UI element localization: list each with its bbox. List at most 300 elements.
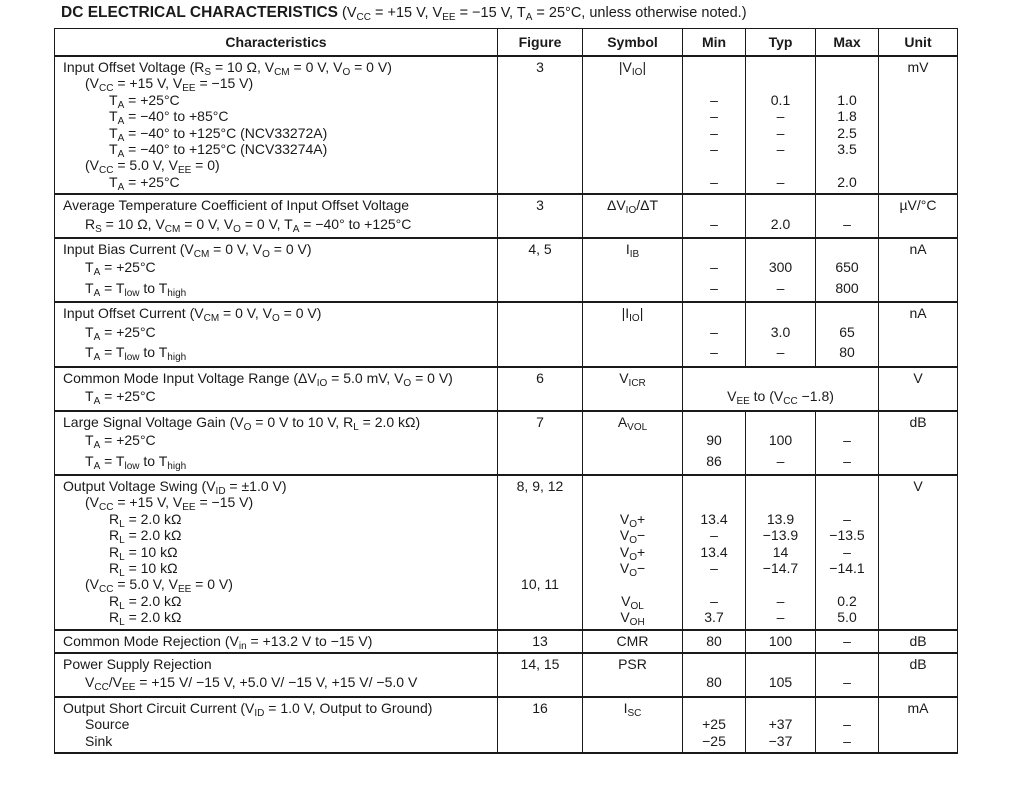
max-value: –	[843, 510, 851, 527]
max-value: –	[843, 732, 851, 749]
range-spacer	[683, 370, 878, 386]
typ-value	[746, 656, 815, 672]
symbol-value: PSR	[618, 655, 647, 672]
characteristic-cell	[55, 697, 498, 753]
condition-label: ($V_{CC} = +15$ V, $V_{EE} = -15$ V)	[85, 494, 254, 514]
typ-cell	[746, 238, 816, 302]
unit-value: V	[913, 369, 923, 386]
symbol-value	[583, 214, 682, 235]
max-value	[816, 478, 878, 494]
condition-label: ($V_{CC} = 5.0$ V, $V_{EE} = 0$ V)	[85, 576, 233, 596]
unit-cell	[879, 411, 958, 475]
typ-value	[746, 59, 815, 75]
unit-value	[879, 451, 957, 472]
parameter-name: Input Offset Current ($V_{CM} = 0$ V, $V_O = 0$ V)	[63, 305, 322, 325]
figure-value	[498, 716, 582, 732]
typ-value	[746, 700, 815, 716]
figure-value: 7	[536, 413, 544, 430]
condition-label: $T_A = +25^\circ C$	[85, 388, 156, 408]
min-value	[683, 414, 745, 430]
typ-cell	[746, 56, 816, 194]
unit-cell	[879, 630, 958, 653]
figure-value	[498, 322, 582, 343]
symbol-value: $V_O-$	[619, 560, 646, 580]
unit-value: mA	[907, 699, 929, 716]
min-value: +25	[702, 716, 726, 733]
unit-value	[879, 108, 957, 124]
max-value	[816, 414, 878, 430]
figure-value: 10, 11	[521, 576, 559, 593]
typ-value: 100	[768, 632, 793, 649]
min-value: –	[710, 124, 718, 141]
title-bold: DC ELECTRICAL CHARACTERISTICS	[61, 4, 338, 21]
unit-value	[879, 609, 957, 625]
min-cell	[683, 630, 746, 653]
figure-value: 14, 15	[520, 655, 560, 672]
max-value: −13.5	[829, 527, 865, 544]
header-max: Max	[816, 29, 879, 57]
typ-value	[746, 414, 815, 430]
figure-value	[498, 560, 582, 576]
typ-value	[746, 241, 815, 257]
unit-cell	[879, 653, 958, 697]
symbol-value	[583, 174, 682, 190]
typ-value: –	[776, 452, 785, 469]
unit-value: nA	[909, 241, 927, 258]
min-value: –	[710, 344, 718, 361]
min-value	[683, 700, 745, 716]
condition-label: Sink	[85, 732, 113, 749]
symbol-value: $V_{OL}$	[621, 592, 644, 612]
figure-value	[498, 174, 582, 190]
max-cell	[816, 194, 879, 238]
max-value: –	[843, 632, 851, 649]
typ-value: 105	[768, 674, 793, 691]
min-value: 80	[706, 632, 722, 649]
max-value: 0.2	[837, 592, 857, 609]
min-value: –	[710, 592, 718, 609]
max-value	[816, 305, 878, 321]
unit-value: dB	[909, 632, 927, 649]
table-row	[55, 302, 958, 366]
unit-value: dB	[909, 655, 927, 672]
max-value: –	[843, 543, 851, 560]
typ-value: 13.9	[766, 510, 795, 527]
condition-label: $T_A = T_{low}$ to $T_{high}$	[85, 279, 187, 299]
figure-value	[498, 141, 582, 157]
unit-value	[879, 92, 957, 108]
typ-value: 100	[768, 432, 793, 449]
typ-value: 300	[768, 259, 793, 276]
typ-cell	[746, 302, 816, 366]
typ-value: –	[776, 173, 785, 190]
characteristic-cell	[55, 653, 498, 697]
unit-value: V	[913, 478, 923, 495]
unit-value	[879, 141, 957, 157]
figure-value	[498, 214, 582, 235]
symbol-cell	[583, 630, 683, 653]
table-row	[55, 475, 958, 630]
typ-value: –	[776, 609, 785, 626]
min-value: 3.7	[704, 609, 724, 626]
unit-value	[879, 672, 957, 693]
figure-cell	[498, 475, 583, 630]
figure-value: 3	[536, 59, 544, 75]
unit-value: nA	[909, 305, 927, 322]
max-cell	[816, 302, 879, 366]
min-value: –	[710, 259, 718, 276]
symbol-value	[583, 141, 682, 157]
table-row	[55, 367, 958, 411]
figure-value	[498, 511, 582, 527]
parameter-name: Common Mode Rejection ($V_{in} = +13.2$ V to −15 V)	[63, 632, 373, 652]
unit-value	[879, 560, 957, 576]
unit-value	[879, 593, 957, 609]
typ-value: −14.7	[762, 560, 799, 577]
symbol-value: $|I_{IO}|$	[621, 305, 644, 325]
symbol-value: $|V_{IO}|$	[618, 59, 647, 78]
symbol-cell	[583, 697, 683, 753]
figure-cell	[498, 367, 583, 411]
figure-value: 13	[532, 632, 548, 649]
unit-cell	[879, 194, 958, 238]
typ-value: 14	[772, 543, 789, 560]
min-value	[683, 59, 745, 75]
table-row	[55, 697, 958, 753]
figure-value	[498, 494, 582, 510]
condition-label: $T_A = T_{low}$ to $T_{high}$	[85, 452, 187, 472]
min-value: 13.4	[700, 543, 728, 560]
symbol-value: $V_O+$	[619, 543, 646, 563]
unit-value	[879, 430, 957, 451]
symbol-value	[583, 125, 682, 141]
max-cell	[816, 697, 879, 753]
parameter-name: Power Supply Rejection	[63, 655, 212, 672]
table-row	[55, 56, 958, 194]
characteristic-cell	[55, 367, 498, 411]
condition-label: $V_{CC}/V_{EE} = +15$ V/ −15 V, +5.0 V/ −15 V, +15 V/ −5.0 V	[85, 674, 418, 694]
min-value	[683, 75, 745, 91]
condition-label: $R_L = 10$ kΩ	[109, 560, 178, 580]
unit-value	[879, 544, 957, 560]
parameter-name: Input Bias Current ($V_{CM} = 0$ V, $V_O = 0$ V)	[63, 241, 312, 261]
unit-value	[879, 75, 957, 91]
min-value	[683, 494, 745, 510]
max-value: 80	[839, 344, 855, 361]
symbol-value: $V_O+$	[619, 510, 646, 530]
parameter-name: Input Offset Voltage ($R_S = 10$ Ω, $V_{CM} = 0$ V, $V_O = 0$ V)	[63, 59, 392, 78]
typ-value: −13.9	[762, 527, 799, 544]
symbol-value	[583, 733, 682, 749]
typ-cell	[746, 475, 816, 630]
min-value: –	[710, 215, 718, 232]
min-value	[683, 197, 745, 213]
max-cell	[816, 238, 879, 302]
symbol-value	[583, 386, 682, 407]
figure-value	[498, 92, 582, 108]
unit-value	[879, 527, 957, 543]
max-value: 1.0	[837, 91, 857, 108]
condition-label: $T_A = +25^\circ C$	[109, 91, 180, 111]
min-cell	[683, 697, 746, 753]
max-value	[816, 494, 878, 510]
unit-value	[879, 322, 957, 343]
unit-value	[879, 511, 957, 527]
unit-cell	[879, 302, 958, 366]
condition-label: $R_L = 2.0$ kΩ	[109, 609, 182, 629]
min-value: –	[710, 108, 718, 125]
symbol-value	[583, 430, 682, 451]
unit-value	[879, 386, 957, 407]
typ-value: −37	[768, 732, 793, 749]
typ-value: –	[776, 344, 785, 361]
table-row	[55, 194, 958, 238]
min-value	[683, 241, 745, 257]
max-value	[816, 59, 878, 75]
table-row	[55, 630, 958, 653]
figure-value	[498, 305, 582, 321]
max-value: –	[843, 432, 851, 449]
max-value: 65	[839, 323, 855, 340]
characteristic-cell	[55, 630, 498, 653]
max-value: –	[843, 716, 851, 733]
symbol-value: $V_{OH}$	[620, 609, 645, 629]
max-value: 3.5	[837, 140, 857, 157]
unit-value	[879, 157, 957, 173]
unit-value	[879, 125, 957, 141]
figure-value	[498, 257, 582, 278]
symbol-value	[583, 92, 682, 108]
max-value	[816, 241, 878, 257]
table-row	[55, 411, 958, 475]
symbol-value	[583, 342, 682, 363]
min-value: –	[710, 527, 718, 544]
typ-value	[746, 305, 815, 321]
typ-cell	[746, 630, 816, 653]
figure-value: 16	[532, 699, 548, 716]
unit-value	[879, 342, 957, 363]
header-figure: Figure	[498, 29, 583, 57]
condition-label: ($V_{CC} = 5.0$ V, $V_{EE} = 0$)	[85, 157, 220, 177]
unit-value	[879, 278, 957, 299]
condition-label: $R_L = 2.0$ kΩ	[109, 592, 182, 612]
condition-label: $T_A = +25^\circ C$	[109, 173, 180, 193]
characteristic-cell	[55, 475, 498, 630]
figure-value	[498, 609, 582, 625]
typ-value: +37	[768, 716, 793, 733]
parameter-name: Average Temperature Coefficient of Input Offset Voltage	[63, 197, 410, 214]
figure-value	[498, 386, 582, 407]
unit-value: dB	[909, 413, 927, 430]
figure-value	[498, 733, 582, 749]
max-value	[816, 75, 878, 91]
min-value	[683, 478, 745, 494]
header-characteristics: Characteristics	[55, 29, 498, 57]
min-value: –	[710, 279, 718, 296]
figure-value	[498, 527, 582, 543]
condition-label: $T_A = -40^\circ$ to +125°C (NCV33274A)	[109, 140, 328, 160]
header-min: Min	[683, 29, 746, 57]
min-value: –	[710, 91, 718, 108]
symbol-cell	[583, 56, 683, 194]
max-cell	[816, 411, 879, 475]
unit-value: µV/°C	[899, 197, 937, 214]
typ-cell	[746, 697, 816, 753]
unit-value	[879, 257, 957, 278]
table-body	[55, 56, 958, 753]
min-value	[683, 157, 745, 173]
symbol-cell	[583, 302, 683, 366]
figure-cell	[498, 630, 583, 653]
symbol-cell	[583, 653, 683, 697]
symbol-value	[583, 278, 682, 299]
condition-label: $T_A = +25^\circ C$	[85, 323, 156, 343]
min-cell	[683, 411, 746, 475]
min-value: –	[710, 560, 718, 577]
figure-value	[498, 342, 582, 363]
table-row	[55, 653, 958, 697]
range-value: $V_{EE}$ to $(V_{CC} -1.8)$	[727, 388, 834, 408]
parameter-name: Output Short Circuit Current ($V_{ID} = 1.0$ V, Output to Ground)	[63, 699, 433, 719]
min-cell	[683, 56, 746, 194]
figure-value	[498, 75, 582, 91]
max-value	[816, 656, 878, 672]
range-cell	[683, 367, 879, 411]
condition-label: $T_A = +25^\circ C$	[85, 259, 156, 279]
min-value: –	[710, 173, 718, 190]
parameter-name: Output Voltage Swing ($V_{ID} = \pm 1.0$ V)	[63, 478, 287, 498]
typ-value: –	[776, 592, 785, 609]
figure-value	[498, 108, 582, 124]
max-value: −14.1	[829, 560, 865, 577]
max-value: 650	[835, 259, 859, 276]
unit-cell	[879, 697, 958, 753]
max-value	[816, 700, 878, 716]
characteristic-cell	[55, 411, 498, 475]
symbol-cell	[583, 411, 683, 475]
max-value: 1.8	[837, 108, 857, 125]
unit-value	[879, 214, 957, 235]
typ-cell	[746, 194, 816, 238]
condition-label: $R_S = 10$ Ω, $V_{CM} = 0$ V, $V_O = 0$ V, $T_A = -40^\circ$ to +125°C	[85, 215, 412, 235]
unit-cell	[879, 238, 958, 302]
typ-value: 2.0	[770, 215, 791, 232]
title-conditions: ($V_{CC} = +15$ V, $V_{EE} = -15$ V, $T_A = 25^\circ C$, unless otherwise noted.)	[342, 5, 747, 23]
max-value	[816, 576, 878, 592]
characteristic-cell	[55, 302, 498, 366]
condition-label: $R_L = 10$ kΩ	[109, 543, 178, 563]
typ-value: 3.0	[770, 323, 791, 340]
figure-cell	[498, 194, 583, 238]
min-cell	[683, 475, 746, 630]
typ-cell	[746, 411, 816, 475]
parameter-name: Common Mode Input Voltage Range ($\Delta V_{IO} = 5.0$ mV, $V_O = 0$ V)	[63, 369, 453, 389]
max-value: 800	[835, 279, 859, 296]
typ-value: –	[776, 140, 785, 157]
condition-label: $T_A = -40^\circ$ to +85°C	[109, 108, 229, 128]
table-row	[55, 238, 958, 302]
min-value	[683, 576, 745, 592]
symbol-cell	[583, 238, 683, 302]
symbol-value	[583, 494, 682, 510]
max-value: –	[843, 452, 851, 469]
max-value: 2.0	[837, 173, 857, 190]
symbol-value: $A_{VOL}$	[617, 413, 648, 433]
typ-value	[746, 75, 815, 91]
unit-value	[879, 576, 957, 592]
typ-value: –	[776, 108, 785, 125]
typ-value	[746, 157, 815, 173]
condition-label: ($V_{CC} = +15$ V, $V_{EE} = -15$ V)	[85, 75, 254, 95]
figure-value	[498, 544, 582, 560]
unit-value	[879, 174, 957, 190]
condition-label: $T_A = -40^\circ$ to +125°C (NCV33272A)	[109, 124, 328, 144]
figure-cell	[498, 697, 583, 753]
page-title	[61, 4, 747, 22]
figure-value: 6	[536, 369, 544, 386]
characteristic-cell	[55, 56, 498, 194]
min-cell	[683, 302, 746, 366]
min-value: –	[710, 140, 718, 157]
condition-label: $R_L = 2.0$ kΩ	[109, 527, 182, 547]
header-row	[55, 29, 958, 57]
parameter-name: Large Signal Voltage Gain ($V_O = 0$ V to 10 V, $R_L = 2.0$ kΩ)	[63, 413, 421, 433]
characteristic-cell	[55, 194, 498, 238]
symbol-value: $V_O-$	[619, 527, 646, 547]
unit-cell	[879, 56, 958, 194]
symbol-value	[583, 157, 682, 173]
min-value: 13.4	[700, 510, 728, 527]
unit-cell	[879, 475, 958, 630]
unit-value	[879, 716, 957, 732]
typ-value	[746, 197, 815, 213]
typ-value: 0.1	[770, 91, 791, 108]
symbol-value	[583, 108, 682, 124]
figure-value: 8, 9, 12	[516, 478, 564, 495]
typ-value	[746, 576, 815, 592]
min-value: 80	[706, 674, 722, 691]
figure-value	[498, 451, 582, 472]
header-symbol: Symbol	[583, 29, 683, 57]
min-value: 86	[706, 452, 722, 469]
figure-value	[498, 430, 582, 451]
typ-value	[746, 478, 815, 494]
unit-value	[879, 494, 957, 510]
max-value: –	[843, 674, 851, 691]
symbol-cell	[583, 367, 683, 411]
min-cell	[683, 653, 746, 697]
symbol-value	[583, 478, 682, 494]
figure-value: 3	[536, 197, 544, 214]
header-typ: Typ	[746, 29, 816, 57]
max-cell	[816, 56, 879, 194]
figure-value	[498, 125, 582, 141]
typ-value: –	[776, 124, 785, 141]
characteristic-cell	[55, 238, 498, 302]
max-value: 2.5	[837, 124, 857, 141]
figure-value	[498, 157, 582, 173]
figure-value	[498, 593, 582, 609]
typ-value: –	[776, 279, 785, 296]
symbol-cell	[583, 475, 683, 630]
symbol-value: $I_{IB}$	[625, 241, 640, 261]
condition-label: $R_L = 2.0$ kΩ	[109, 510, 182, 530]
figure-value	[498, 672, 582, 693]
max-value	[816, 197, 878, 213]
figure-cell	[498, 653, 583, 697]
max-cell	[816, 653, 879, 697]
max-value: –	[843, 215, 851, 232]
